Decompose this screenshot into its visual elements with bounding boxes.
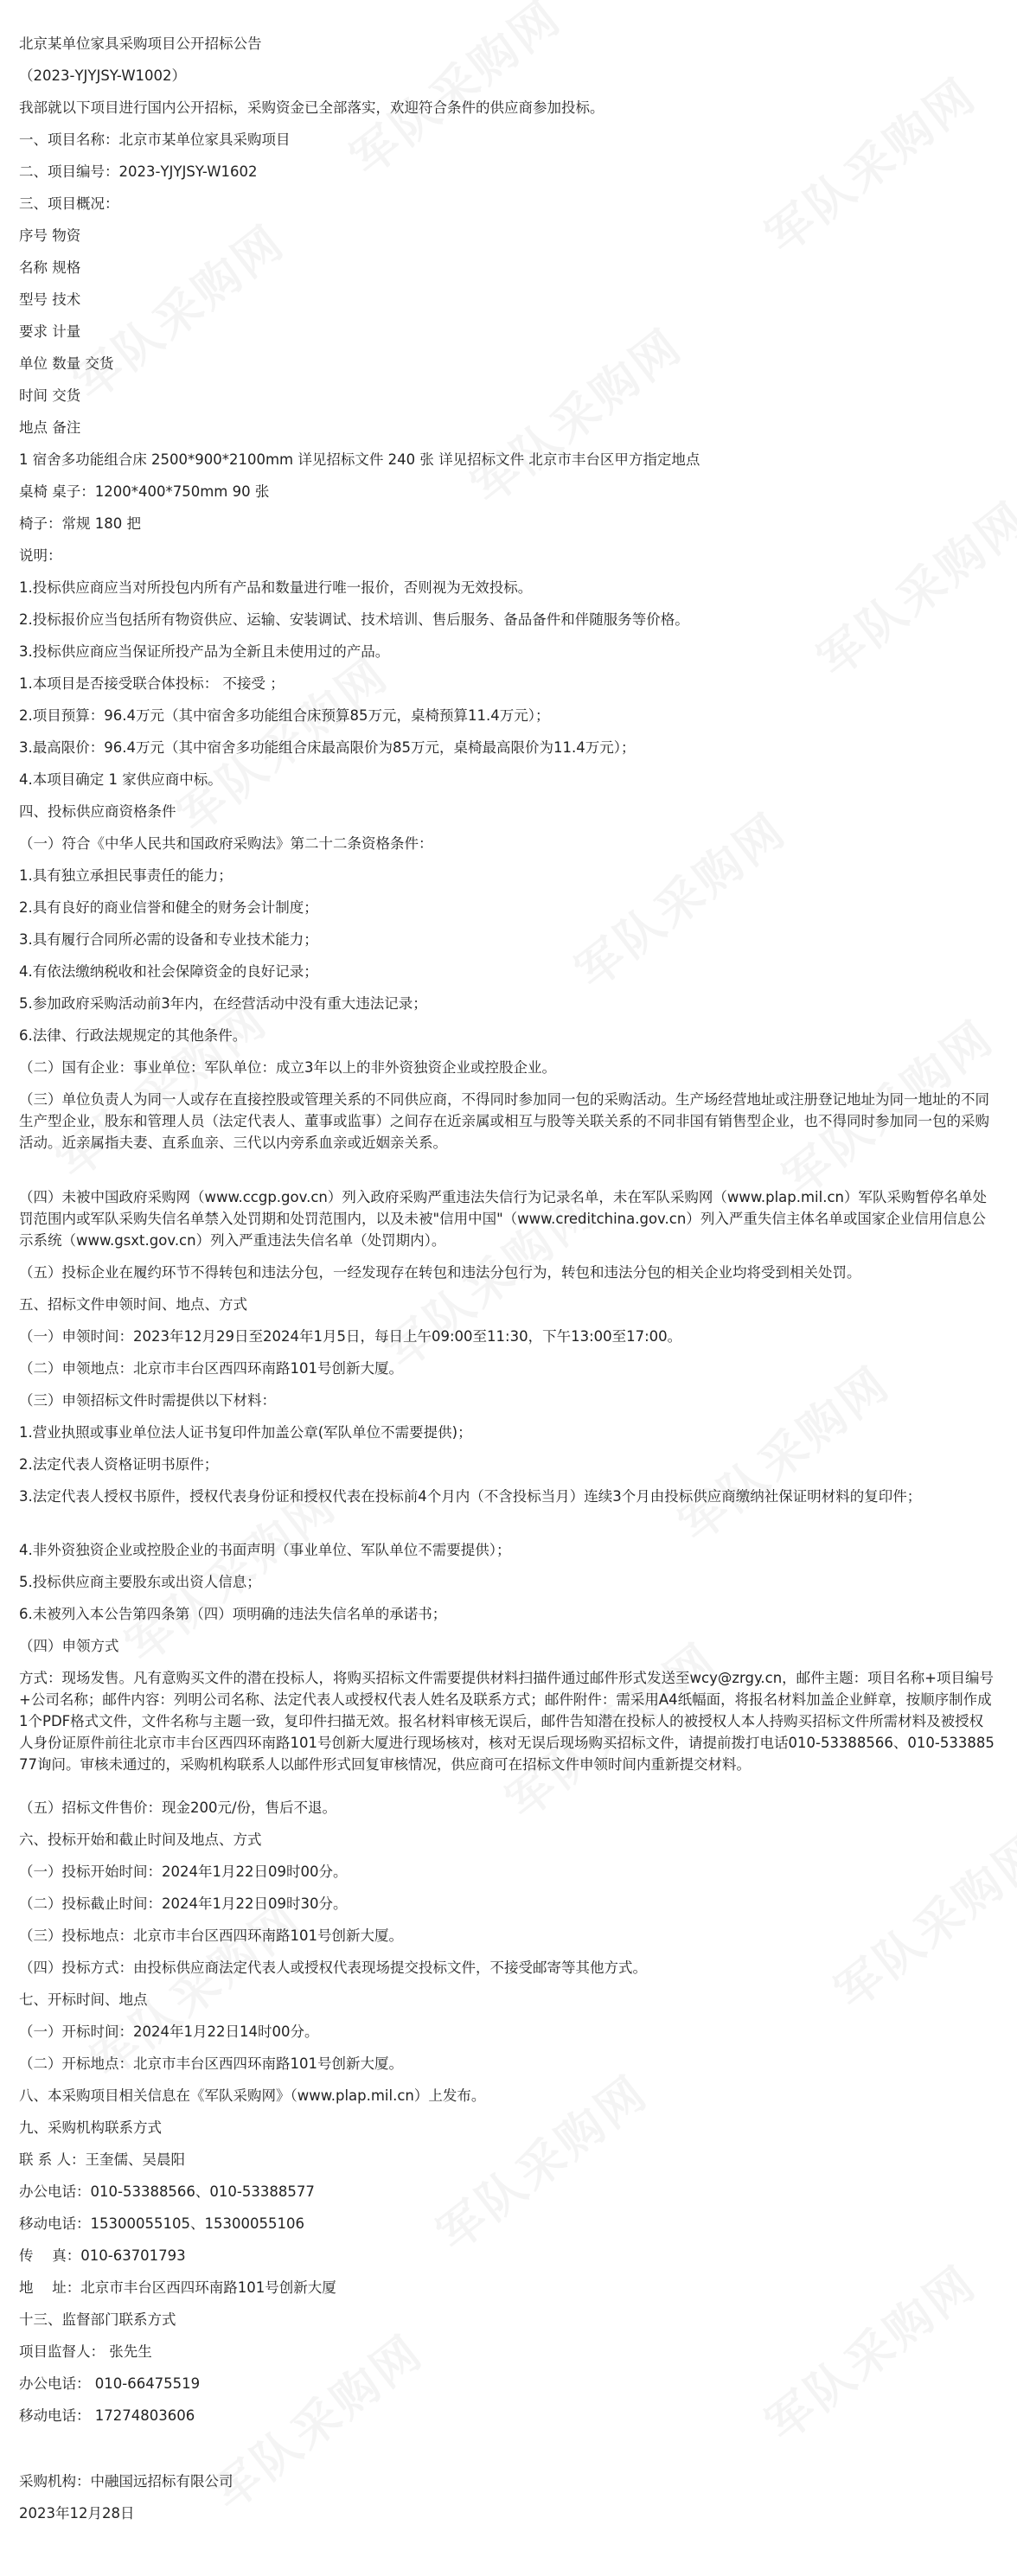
contact-item: 联 系 人：王奎儒、吴晨阳 xyxy=(19,2151,185,2168)
application-item: （一）申领时间：2023年12月29日至2024年1月5日，每日上午09:00至11:30，下午13:00至17:00。 xyxy=(19,1328,682,1345)
application-item: （二）申领地点：北京市丰台区西四环南路101号创新大厦。 xyxy=(19,1360,403,1377)
opening-item: （二）开标地点：北京市丰台区西四环南路101号创新大厦。 xyxy=(19,2055,403,2072)
table-line: 时间 交货 xyxy=(19,387,81,404)
application-item: 1.营业执照或事业单位法人证书复印件加盖公章(军队单位不需要提供)； xyxy=(19,1424,472,1441)
section-heading: 十三、监督部门联系方式 xyxy=(19,2311,176,2328)
note-item: 2.项目预算：96.4万元（其中宿舍多功能组合床预算85万元，桌椅预算11.4万元）； xyxy=(19,707,550,724)
contact-item: 地 址：北京市丰台区西四环南路101号创新大厦 xyxy=(19,2279,336,2296)
supervisor-item: 办公电话： 010-66475519 xyxy=(19,2375,201,2392)
section-heading: 六、投标开始和截止时间及地点、方式 xyxy=(19,1831,262,1848)
supervisor-item: 项目监督人： 张先生 xyxy=(19,2343,152,2360)
table-line: 序号 物资 xyxy=(19,227,81,244)
qualification-item: （五）投标企业在履约环节不得转包和违法分包，一经发现存在转包和违法分包行为，转包和违法分包的相关企业均将受到相关处罚。 xyxy=(19,1264,861,1281)
intro-paragraph: 我部就以下项目进行国内公开招标，采购资金已全部落实，欢迎符合条件的供应商参加投标。 xyxy=(19,99,604,116)
section-heading: 二、项目编号：2023-YJYJSY-W1602 xyxy=(19,163,258,180)
table-line: 桌椅 桌子：1200*400*750mm 90 张 xyxy=(19,483,270,500)
note-item: 1.本项目是否接受联合体投标： 不接受 ； xyxy=(19,675,285,692)
section-heading: 五、招标文件申领时间、地点、方式 xyxy=(19,1296,247,1313)
qualification-item: 4.有依法缴纳税收和社会保障资金的良好记录； xyxy=(19,963,318,980)
table-line: 椅子：常规 180 把 xyxy=(19,515,141,532)
qualification-item: 6.法律、行政法规规定的其他条件。 xyxy=(19,1027,247,1044)
contact-item: 办公电话：010-53388566、010-53388577 xyxy=(19,2183,315,2200)
contact-item: 移动电话：15300055105、15300055106 xyxy=(19,2215,304,2232)
table-line: 型号 技术 xyxy=(19,291,81,308)
application-item: （三）申领招标文件时需提供以下材料： xyxy=(19,1392,276,1409)
note-item: 1.投标供应商应当对所投包内所有产品和数量进行唯一报价，否则视为无效投标。 xyxy=(19,579,533,596)
bid-item: （二）投标截止时间：2024年1月22日09时30分。 xyxy=(19,1895,348,1912)
section-heading: 八、本采购项目相关信息在《军队采购网》（www.plap.mil.cn）上发布。 xyxy=(19,2087,486,2104)
application-item: 2.法定代表人资格证明书原件； xyxy=(19,1456,219,1473)
agency-signature: 采购机构：中融国远招标有限公司 xyxy=(19,2473,233,2490)
section-heading: 九、采购机构联系方式 xyxy=(19,2119,162,2136)
application-item: 5.投标供应商主要股东或出资人信息； xyxy=(19,1574,261,1590)
bid-item: （四）投标方式：由投标供应商法定代表人或授权代表现场提交投标文件，不接受邮寄等其他方式。 xyxy=(19,1959,647,1976)
application-item: （四）申领方式 xyxy=(19,1638,119,1654)
bid-item: （一）投标开始时间：2024年1月22日09时00分。 xyxy=(19,1863,348,1880)
opening-item: （一）开标时间：2024年1月22日14时00分。 xyxy=(19,2023,319,2040)
page-title: 北京某单位家具采购项目公开招标公告 xyxy=(19,35,262,52)
table-line: 地点 备注 xyxy=(19,419,81,436)
qualification-item: （三）单位负责人为同一人或存在直接控股或管理关系的不同供应商，不得同时参加同一包的采购活动。生产场经营地址或注册登记地址为同一地址的不同生产型企业，股东和管理人员（法定代表人、董事或监事）之间存在近亲属或相互与股等关联关系的不同非国有销售型企业，也不得同时参加同一包的采购活动。近亲属指夫妻、直系血亲、三代以内旁系血亲或近姻亲关系。 xyxy=(19,1091,989,1151)
note-item: 4.本项目确定 1 家供应商中标。 xyxy=(19,771,222,788)
section-heading: 一、项目名称：北京市某单位家具采购项目 xyxy=(19,131,291,148)
table-line: 1 宿舍多功能组合床 2500*900*2100mm 详见招标文件 240 张 详见招标文件 北京市丰台区甲方指定地点 xyxy=(19,451,700,468)
note-item: 2.投标报价应当包括所有物资供应、运输、安装调试、技术培训、售后服务、备品备件和伴随服务等价格。 xyxy=(19,611,689,628)
note-item: 3.最高限价：96.4万元（其中宿舍多功能组合床最高限价为85万元，桌椅最高限价为11.4万元）； xyxy=(19,739,636,756)
application-method-paragraph: 方式：现场发售。凡有意购买文件的潜在投标人，将购买招标文件需要提供材料扫描件通过邮件形式发送至wcy@zrgy.cn，邮件主题：项目名称+项目编号+公司名称；邮件内容：列明公司名称、法定代表人或授权代表人姓名及联系方式；邮件附件：需采用A4纸幅面，将报名材料加盖企业鲜章，按顺序制作成1个PDF格式文件，文件名称与主题一致，复印件扫描无效。报名材料审核无误后，邮件告知潜在投标人的被授权人本人持购买招标文件所需材料及被授权人身份证原件前往北京市丰台区西四环南路101号创新大厦进行现场核对，核对无误后现场购买招标文件，请提前拨打电话010-53388566、010-53388577询问。审核未通过的，采购机构联系人以邮件形式回复审核情况，供应商可在招标文件申领时间内重新提交材料。 xyxy=(19,1670,995,1773)
application-item: 4.非外资独资企业或控股企业的书面声明（事业单位、军队单位不需要提供）； xyxy=(19,1542,511,1558)
supervisor-item: 移动电话： 17274803606 xyxy=(19,2407,195,2424)
section-heading: 三、项目概况： xyxy=(19,195,119,212)
contact-item: 传 真：010-63701793 xyxy=(19,2247,186,2264)
qualification-item: （四）未被中国政府采购网（www.ccgp.gov.cn）列入政府采购严重违法失信行为记录名单，未在军队采购网（www.plap.mil.cn）军队采购暂停名单处罚范围内或军队采购失信名单禁入处罚期和处罚范围内，以及未被"信用中国"（www.creditchina.gov.cn）列入严重失信主体名单或国家企业信用信息公示系统（www.gsxt.gov.cn）列入严重违法失信名单（处罚期内）。 xyxy=(19,1189,987,1249)
qualification-item: 1.具有独立承担民事责任的能力； xyxy=(19,867,233,884)
application-item: 3.法定代表人授权书原件，授权代表身份证和授权代表在投标前4个月内（不含投标当月）连续3个月由投标供应商缴纳社保证明材料的复印件； xyxy=(19,1488,922,1505)
qualification-item: （二）国有企业：事业单位：军队单位：成立3年以上的非外资独资企业或控股企业。 xyxy=(19,1059,556,1076)
announcement-date: 2023年12月28日 xyxy=(19,2505,135,2522)
qualification-item: 3.具有履行合同所必需的设备和专业技术能力； xyxy=(19,931,318,948)
table-line: 单位 数量 交货 xyxy=(19,355,114,372)
section-heading: 四、投标供应商资格条件 xyxy=(19,803,176,820)
qualification-item: 2.具有良好的商业信誉和健全的财务会计制度； xyxy=(19,899,318,916)
qualification-item: 5.参加政府采购活动前3年内，在经营活动中没有重大违法记录； xyxy=(19,995,427,1012)
qualification-item: （一）符合《中华人民共和国政府采购法》第二十二条资格条件： xyxy=(19,835,433,852)
application-item: （五）招标文件售价：现金200元/份，售后不退。 xyxy=(19,1799,337,1816)
section-heading: 七、开标时间、地点 xyxy=(19,1991,148,2008)
application-item: 6.未被列入本公告第四条第（四）项明确的违法失信名单的承诺书； xyxy=(19,1606,447,1622)
bid-item: （三）投标地点：北京市丰台区西四环南路101号创新大厦。 xyxy=(19,1927,403,1944)
note-item: 3.投标供应商应当保证所投产品为全新且未使用过的产品。 xyxy=(19,643,390,660)
project-code-line: （2023-YJYJSY-W1002） xyxy=(19,67,187,84)
table-line: 要求 计量 xyxy=(19,323,81,340)
table-line: 名称 规格 xyxy=(19,259,81,276)
note-heading: 说明： xyxy=(19,547,62,564)
